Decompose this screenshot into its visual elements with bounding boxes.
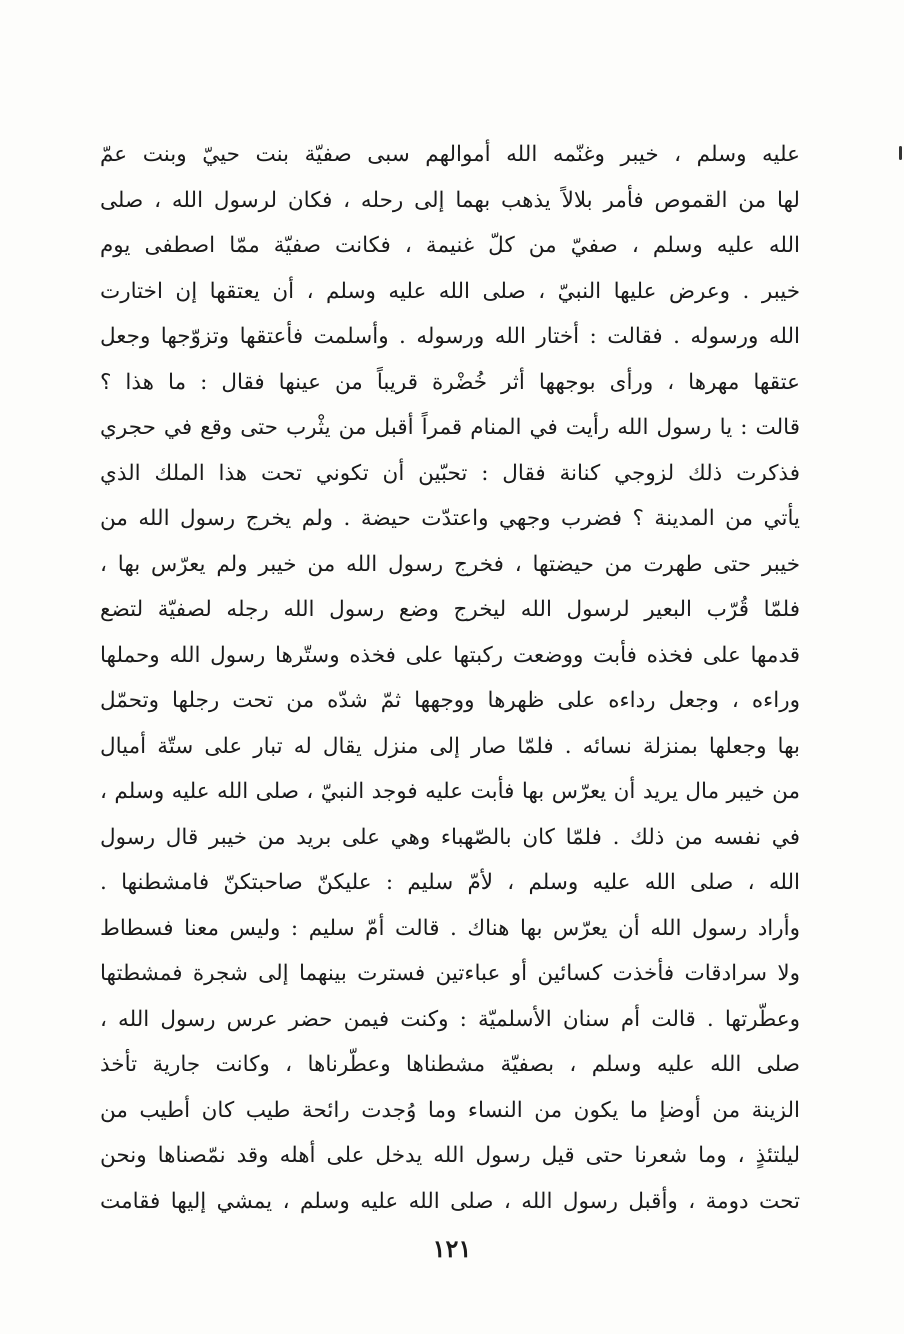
text-line: لها من القموص فأمر بلالاً يذهب بهما إلى رحله ، فكان لرسول الله ، صلى [100,187,800,213]
text-line: ليلتئذٍ ، وما شعرنا حتى قيل رسول الله يدخل على أهله وقد نمّصناها ونحن [100,1143,800,1168]
text-line: عليه وسلم ، خيبر وغنّمه الله أموالهم سبى صفيّة بنت حييّ وبنت عمّ [100,142,800,167]
text-line: خيبر . وعرض عليها النبيّ ، صلى الله عليه وسلم ، أن يعتقها إن اختارت [100,278,800,304]
text-line: تحت دومة ، وأقبل رسول الله ، صلى الله عليه وسلم ، يمشي إليها فقامت [100,1188,800,1214]
text-line: بها وجعلها بمنزلة نسائه . فلمّا صار إلى منزل يقال له تبار على ستّة أميال [100,733,800,759]
text-line: في نفسه من ذلك . فلمّا كان بالصّهباء وهي على بريد من خيبر قال رسول [100,824,800,850]
text-line: فذكرت ذلك لزوجي كنانة فقال : تحبّين أن تكوني تحت هذا الملك الذي [100,460,800,486]
page-number: ١٢١ [432,1234,472,1263]
text-line: ولا سرادقات فأخذت كسائين أو عباءتين فسترت بينهما إلى شجرة فمشطتها [100,961,800,986]
body-text [100,132,800,1224]
text-line: الله ورسوله . فقالت : أختار الله ورسوله . وأسلمت فأعتقها وتزوّجها وجعل [100,324,800,349]
text-line: قدمها على فخذه فأبت ووضعت ركبتها على فخذه وستّرها رسول الله وحملها [100,642,800,668]
text-line: من خيبر مال يريد أن يعرّس بها فأبت عليه فوجد النبيّ ، صلى الله عليه وسلم ، [100,779,800,804]
text-line: الله عليه وسلم ، صفيّ من كلّ غنيمة ، فكانت صفيّة ممّا اصطفى يوم [100,233,800,258]
text-line: وعطّرتها . قالت أم سنان الأسلميّة : وكنت فيمن حضر عرس رسول الله ، [100,1006,800,1032]
text-line: يأتي من المدينة ؟ فضرب وجهي واعتدّت حيضة . ولم يخرج رسول الله من [100,506,800,531]
text-line: الله ، صلى الله عليه وسلم ، لأمّ سليم : عليكنّ صاحبتكنّ فامشطنها . [100,870,800,895]
text-line: خيبر حتى طهرت من حيضتها ، فخرج رسول الله من خيبر ولم يعرّس بها ، [100,551,800,577]
text-line: وراءه ، وجعل رداءه على ظهرها ووجهها ثمّ شدّه من تحت رجلها وتحمّل [100,688,800,713]
text-line: قالت : يا رسول الله رأيت في المنام قمراً أقبل من يثْرب حتى وقع في حجري [100,415,800,440]
text-line: وأراد رسول الله أن يعرّس بها هناك . قالت أمّ سليم : وليس معنا فسطاط [100,915,800,941]
text-line: صلى الله عليه وسلم ، بصفيّة مشطناها وعطّرناها ، وكانت جارية تأخذ [100,1052,800,1077]
text-line: عتقها مهرها ، ورأى بوجهها أثر خُضْرة قريباً من عينها فقال : ما هذا ؟ [100,369,800,395]
page-edge-mark [899,146,902,160]
text-line: الزينة من أوضإ ما يكون من النساء وما وُجدت رائحة طيب كان أطيب من [100,1097,800,1123]
text-line: فلمّا قُرّب البعير لرسول الله ليخرج وضع رسول الله رجله لصفيّة لتضع [100,597,800,622]
